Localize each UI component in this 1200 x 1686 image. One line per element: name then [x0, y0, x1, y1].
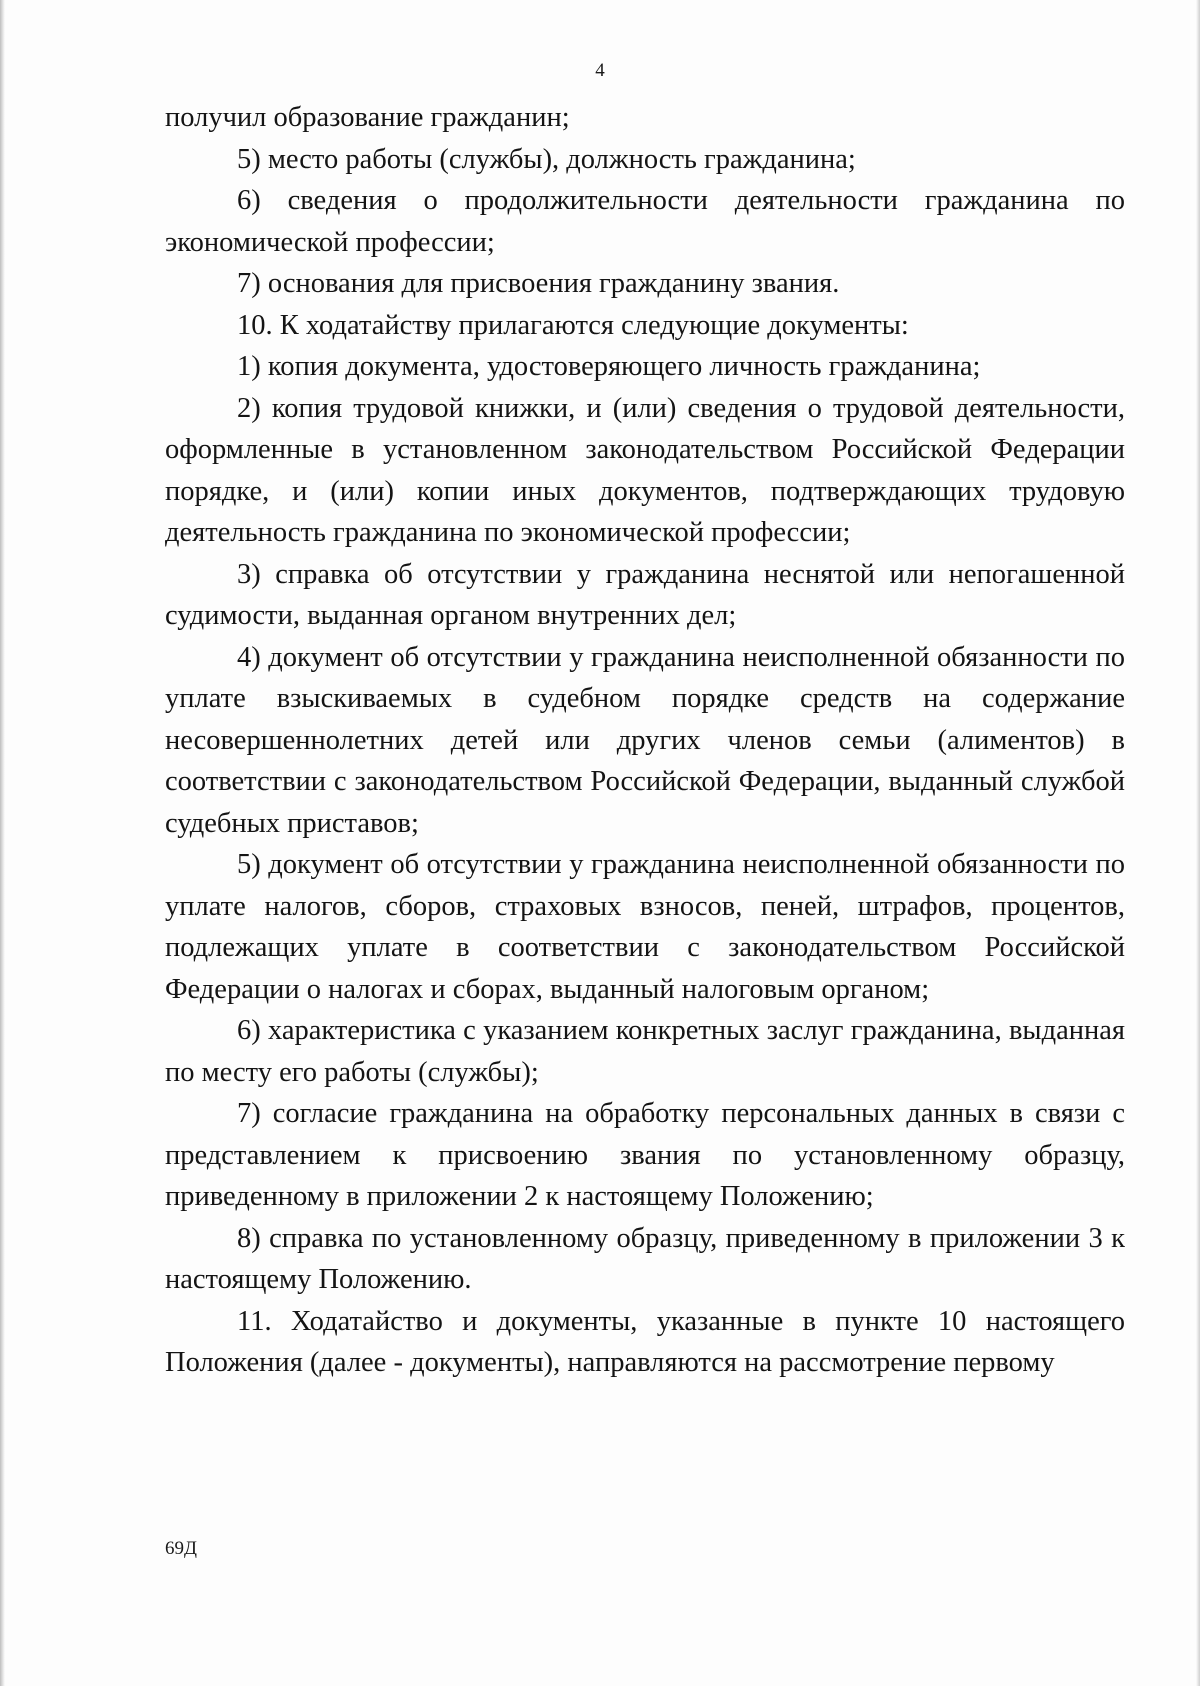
paragraph: 5) место работы (службы), должность гражданина;	[237, 143, 856, 175]
paragraph: 5) документ об отсутствии у гражданина неисполненной обязанности по уплате налогов, сборов, страховых взносов, пеней, штрафов, процентов, подлежащих уплате в соответствии с законодательством Российской Федерации о налогах и сборах, выданный налоговым органом;	[165, 849, 1125, 1005]
page-number: 4	[595, 60, 605, 81]
paragraph: 8) справка по установленному образцу, приведенному в приложении 3 к настоящему Положению.	[165, 1222, 1125, 1295]
paragraph: 11. Ходатайство и документы, указанные в пункте 10 настоящего Положения (далее - документы), направляются на рассмотрение первому	[165, 1305, 1125, 1378]
footer-code: 69Д	[165, 1538, 197, 1559]
paragraph: 4) документ об отсутствии у гражданина неисполненной обязанности по уплате взыскиваемых в судебном порядке средств на содержание несовершеннолетних детей или других членов семьи (алиментов) в соответствии с законодательством Российской Федерации, выданный службой судебных приставов;	[165, 641, 1125, 839]
paragraph: 3) справка об отсутствии у гражданина неснятой или непогашенной судимости, выданная органом внутренних дел;	[165, 558, 1125, 631]
paragraph: 1) копия документа, удостоверяющего личность гражданина;	[237, 351, 981, 382]
paragraph: 7) основания для присвоения гражданину звания.	[237, 268, 840, 299]
scan-edge-right	[1196, 0, 1200, 1686]
document-body	[165, 97, 1125, 1384]
scan-edge-left	[0, 0, 5, 1686]
paragraph: 10. К ходатайству прилагаются следующие документы:	[237, 309, 909, 341]
paragraph: 6) сведения о продолжительности деятельности гражданина по экономической профессии;	[165, 185, 1125, 258]
paragraph: получил образование гражданин;	[165, 102, 570, 133]
paragraph: 6) характеристика с указанием конкретных заслуг гражданина, выданная по месту его работы (службы);	[165, 1015, 1125, 1088]
paragraph: 2) копия трудовой книжки, и (или) сведения о трудовой деятельности, оформленные в установленном законодательством Российской Федерации порядке, и (или) копии иных документов, подтверждающих трудовую деятельность гражданина по экономической профессии;	[165, 392, 1125, 548]
paragraph: 7) согласие гражданина на обработку персональных данных в связи с представлением к присвоению звания по установленному образцу, приведенному в приложении 2 к настоящему Положению;	[165, 1098, 1125, 1212]
